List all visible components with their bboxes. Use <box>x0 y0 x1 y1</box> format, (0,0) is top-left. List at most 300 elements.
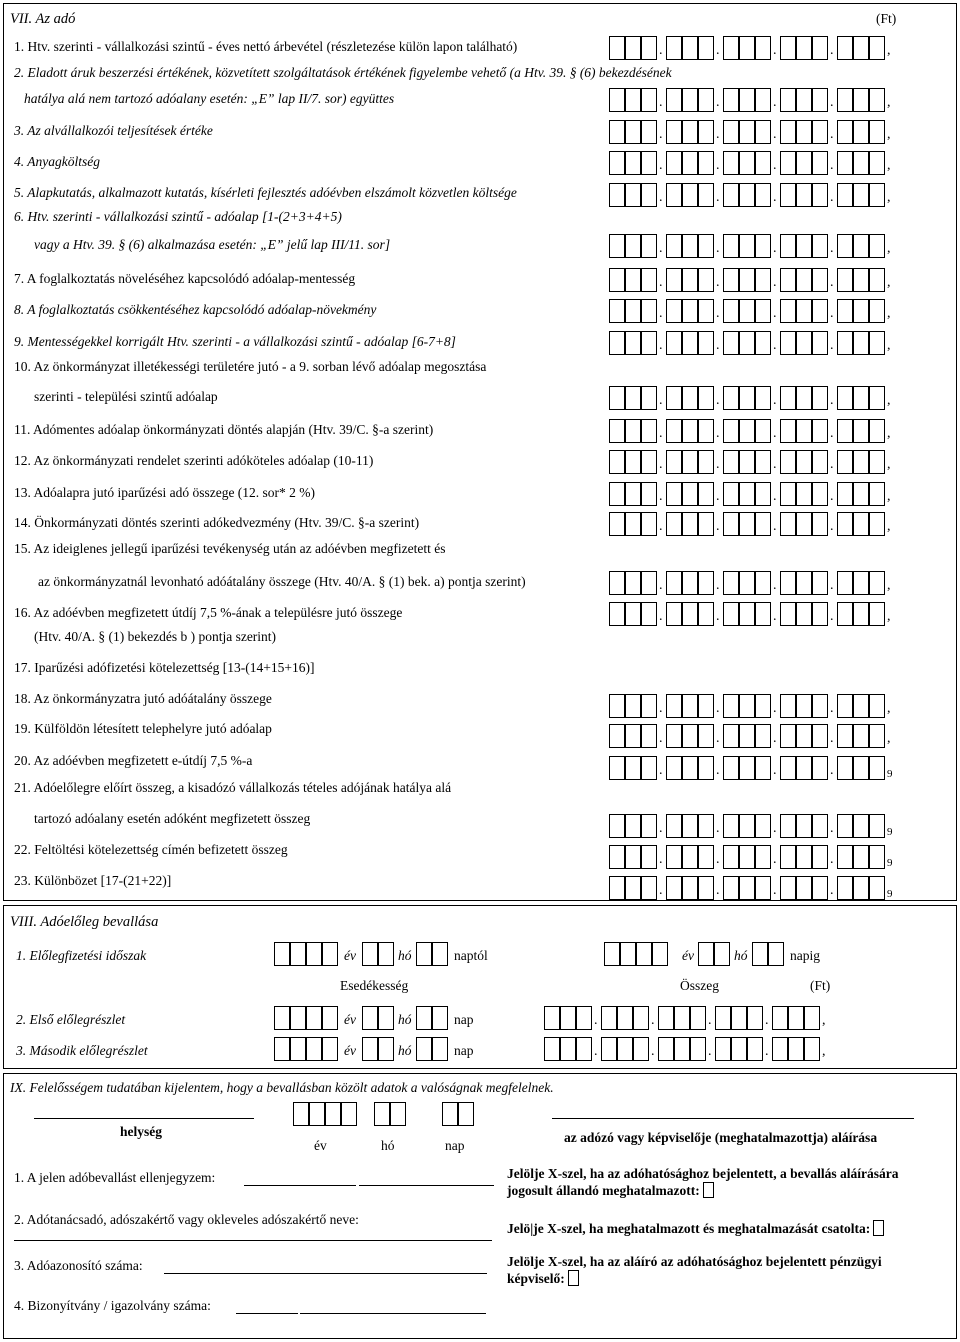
digit-cell[interactable] <box>698 602 714 626</box>
digit-cell[interactable] <box>780 234 796 258</box>
second-installment-amount[interactable] <box>544 1037 844 1063</box>
digit-cell[interactable] <box>755 268 771 292</box>
digit-cell[interactable] <box>666 183 682 207</box>
digit-cell[interactable] <box>609 694 625 718</box>
digit-cell[interactable] <box>625 814 641 838</box>
digit-cell[interactable] <box>869 482 885 506</box>
digit-cell[interactable] <box>812 120 828 144</box>
digit-cell[interactable] <box>341 1102 357 1126</box>
digit-cell[interactable] <box>780 268 796 292</box>
digit-cell[interactable] <box>715 1006 731 1030</box>
digit-cell[interactable] <box>739 120 755 144</box>
digit-cell[interactable] <box>812 88 828 112</box>
digit-cell[interactable] <box>698 36 714 60</box>
digit-cell[interactable] <box>853 386 869 410</box>
digit-cell[interactable] <box>780 151 796 175</box>
digit-cell[interactable] <box>853 234 869 258</box>
digit-cell[interactable] <box>755 512 771 536</box>
digit-cell[interactable] <box>641 694 657 718</box>
digit-cell[interactable] <box>698 183 714 207</box>
digit-cell[interactable] <box>788 1037 804 1061</box>
digit-cell[interactable] <box>837 331 853 355</box>
digit-cell[interactable] <box>576 1006 592 1030</box>
digit-cell[interactable] <box>796 756 812 780</box>
digit-cell[interactable] <box>796 876 812 900</box>
digit-cell[interactable] <box>796 268 812 292</box>
digit-cell[interactable] <box>739 571 755 595</box>
digit-cell[interactable] <box>869 419 885 443</box>
tax-row-2-amount[interactable] <box>609 88 909 114</box>
digit-cell[interactable] <box>458 1102 474 1126</box>
digit-cell[interactable] <box>796 151 812 175</box>
digit-cell[interactable] <box>853 756 869 780</box>
digit-cell[interactable] <box>625 331 641 355</box>
digit-cell[interactable] <box>796 183 812 207</box>
digit-cell[interactable] <box>853 845 869 869</box>
digit-cell[interactable] <box>869 450 885 474</box>
digit-cell[interactable] <box>755 36 771 60</box>
digit-cell[interactable] <box>869 120 885 144</box>
digit-cell[interactable] <box>812 512 828 536</box>
tax-id-line[interactable] <box>164 1273 487 1274</box>
digit-cell[interactable] <box>641 482 657 506</box>
digit-cell[interactable] <box>780 120 796 144</box>
digit-cell[interactable] <box>432 942 448 966</box>
digit-cell[interactable] <box>853 694 869 718</box>
digit-cell[interactable] <box>837 602 853 626</box>
digit-cell[interactable] <box>723 482 739 506</box>
digit-cell[interactable] <box>666 88 682 112</box>
digit-cell[interactable] <box>755 756 771 780</box>
digit-cell[interactable] <box>625 299 641 323</box>
digit-cell[interactable] <box>869 756 885 780</box>
digit-cell[interactable] <box>609 814 625 838</box>
digit-cell[interactable] <box>378 1037 394 1061</box>
digit-cell[interactable] <box>739 234 755 258</box>
digit-cell[interactable] <box>698 845 714 869</box>
certificate-line-2[interactable] <box>300 1313 486 1314</box>
digit-cell[interactable] <box>837 512 853 536</box>
digit-cell[interactable] <box>796 419 812 443</box>
digit-cell[interactable] <box>362 942 378 966</box>
digit-cell[interactable] <box>812 151 828 175</box>
digit-cell[interactable] <box>666 876 682 900</box>
digit-cell[interactable] <box>682 571 698 595</box>
digit-cell[interactable] <box>796 814 812 838</box>
digit-cell[interactable] <box>869 571 885 595</box>
digit-cell[interactable] <box>780 183 796 207</box>
digit-cell[interactable] <box>432 1037 448 1061</box>
digit-cell[interactable] <box>755 450 771 474</box>
digit-cell[interactable] <box>837 694 853 718</box>
tax-row-10-amount[interactable] <box>609 386 909 412</box>
digit-cell[interactable] <box>698 151 714 175</box>
digit-cell[interactable] <box>869 299 885 323</box>
certificate-line-1[interactable] <box>236 1313 298 1314</box>
digit-cell[interactable] <box>780 694 796 718</box>
digit-cell[interactable] <box>739 450 755 474</box>
digit-cell[interactable] <box>625 694 641 718</box>
digit-cell[interactable] <box>853 602 869 626</box>
digit-cell[interactable] <box>625 571 641 595</box>
digit-cell[interactable] <box>682 299 698 323</box>
digit-cell[interactable] <box>290 1006 306 1030</box>
digit-cell[interactable] <box>625 724 641 748</box>
digit-cell[interactable] <box>780 876 796 900</box>
tax-row-1-amount[interactable] <box>609 36 909 62</box>
digit-cell[interactable] <box>796 234 812 258</box>
digit-cell[interactable] <box>853 512 869 536</box>
tax-row-3-amount[interactable] <box>609 120 909 146</box>
digit-cell[interactable] <box>869 512 885 536</box>
digit-cell[interactable] <box>731 1037 747 1061</box>
digit-cell[interactable] <box>723 88 739 112</box>
digit-cell[interactable] <box>609 120 625 144</box>
digit-cell[interactable] <box>869 183 885 207</box>
digit-cell[interactable] <box>625 602 641 626</box>
digit-cell[interactable] <box>641 845 657 869</box>
checkbox-permanent-representative[interactable] <box>703 1182 714 1198</box>
digit-cell[interactable] <box>837 482 853 506</box>
digit-cell[interactable] <box>755 299 771 323</box>
digit-cell[interactable] <box>812 694 828 718</box>
tax-row-16-amount[interactable] <box>609 602 909 628</box>
digit-cell[interactable] <box>812 386 828 410</box>
digit-cell[interactable] <box>837 299 853 323</box>
digit-cell[interactable] <box>682 268 698 292</box>
digit-cell[interactable] <box>780 756 796 780</box>
digit-cell[interactable] <box>641 151 657 175</box>
checkbox-authorization-attached[interactable] <box>873 1220 884 1236</box>
digit-cell[interactable] <box>641 299 657 323</box>
digit-cell[interactable] <box>739 814 755 838</box>
digit-cell[interactable] <box>747 1037 763 1061</box>
digit-cell[interactable] <box>698 120 714 144</box>
digit-cell[interactable] <box>780 571 796 595</box>
digit-cell[interactable] <box>723 876 739 900</box>
digit-cell[interactable] <box>853 183 869 207</box>
digit-cell[interactable] <box>666 151 682 175</box>
digit-cell[interactable] <box>869 268 885 292</box>
digit-cell[interactable] <box>609 450 625 474</box>
digit-cell[interactable] <box>698 386 714 410</box>
digit-cell[interactable] <box>698 419 714 443</box>
digit-cell[interactable] <box>812 183 828 207</box>
digit-cell[interactable] <box>723 419 739 443</box>
digit-cell[interactable] <box>812 756 828 780</box>
digit-cell[interactable] <box>723 724 739 748</box>
digit-cell[interactable] <box>682 756 698 780</box>
digit-cell[interactable] <box>837 419 853 443</box>
digit-cell[interactable] <box>853 450 869 474</box>
digit-cell[interactable] <box>698 268 714 292</box>
digit-cell[interactable] <box>755 814 771 838</box>
digit-cell[interactable] <box>617 1006 633 1030</box>
digit-cell[interactable] <box>812 450 828 474</box>
digit-cell[interactable] <box>609 756 625 780</box>
digit-cell[interactable] <box>772 1006 788 1030</box>
digit-cell[interactable] <box>853 88 869 112</box>
digit-cell[interactable] <box>869 814 885 838</box>
digit-cell[interactable] <box>853 36 869 60</box>
digit-cell[interactable] <box>723 386 739 410</box>
advisor-name-line[interactable] <box>14 1240 492 1241</box>
tax-row-8-amount[interactable] <box>609 299 909 325</box>
digit-cell[interactable] <box>755 88 771 112</box>
digit-cell[interactable] <box>739 331 755 355</box>
digit-cell[interactable] <box>641 331 657 355</box>
digit-cell[interactable] <box>853 299 869 323</box>
digit-cell[interactable] <box>755 183 771 207</box>
digit-cell[interactable] <box>723 512 739 536</box>
digit-cell[interactable] <box>853 876 869 900</box>
tax-row-21-amount[interactable] <box>609 814 909 840</box>
digit-cell[interactable] <box>682 694 698 718</box>
tax-row-22-amount[interactable] <box>609 845 909 871</box>
tax-row-6-amount[interactable] <box>609 234 909 260</box>
digit-cell[interactable] <box>853 571 869 595</box>
digit-cell[interactable] <box>837 845 853 869</box>
digit-cell[interactable] <box>682 183 698 207</box>
digit-cell[interactable] <box>625 756 641 780</box>
digit-cell[interactable] <box>723 299 739 323</box>
digit-cell[interactable] <box>636 942 652 966</box>
digit-cell[interactable] <box>853 331 869 355</box>
digit-cell[interactable] <box>755 386 771 410</box>
digit-cell[interactable] <box>739 36 755 60</box>
digit-cell[interactable] <box>322 1006 338 1030</box>
digit-cell[interactable] <box>796 450 812 474</box>
digit-cell[interactable] <box>796 88 812 112</box>
digit-cell[interactable] <box>698 234 714 258</box>
digit-cell[interactable] <box>755 571 771 595</box>
digit-cell[interactable] <box>641 386 657 410</box>
digit-cell[interactable] <box>837 386 853 410</box>
digit-cell[interactable] <box>322 942 338 966</box>
digit-cell[interactable] <box>739 183 755 207</box>
digit-cell[interactable] <box>812 724 828 748</box>
digit-cell[interactable] <box>274 1006 290 1030</box>
digit-cell[interactable] <box>641 183 657 207</box>
tax-row-7-amount[interactable] <box>609 268 909 294</box>
digit-cell[interactable] <box>378 1006 394 1030</box>
digit-cell[interactable] <box>682 450 698 474</box>
digit-cell[interactable] <box>641 571 657 595</box>
digit-cell[interactable] <box>641 234 657 258</box>
digit-cell[interactable] <box>698 512 714 536</box>
digit-cell[interactable] <box>674 1006 690 1030</box>
digit-cell[interactable] <box>837 151 853 175</box>
digit-cell[interactable] <box>698 876 714 900</box>
digit-cell[interactable] <box>837 450 853 474</box>
digit-cell[interactable] <box>869 845 885 869</box>
digit-cell[interactable] <box>788 1006 804 1030</box>
digit-cell[interactable] <box>666 694 682 718</box>
digit-cell[interactable] <box>796 724 812 748</box>
digit-cell[interactable] <box>625 120 641 144</box>
digit-cell[interactable] <box>609 36 625 60</box>
digit-cell[interactable] <box>780 482 796 506</box>
digit-cell[interactable] <box>641 450 657 474</box>
digit-cell[interactable] <box>682 814 698 838</box>
digit-cell[interactable] <box>812 299 828 323</box>
digit-cell[interactable] <box>812 814 828 838</box>
digit-cell[interactable] <box>780 299 796 323</box>
digit-cell[interactable] <box>378 942 394 966</box>
digit-cell[interactable] <box>723 845 739 869</box>
digit-cell[interactable] <box>609 151 625 175</box>
digit-cell[interactable] <box>698 482 714 506</box>
digit-cell[interactable] <box>837 571 853 595</box>
digit-cell[interactable] <box>666 450 682 474</box>
digit-cell[interactable] <box>674 1037 690 1061</box>
digit-cell[interactable] <box>869 331 885 355</box>
digit-cell[interactable] <box>609 482 625 506</box>
digit-cell[interactable] <box>293 1102 309 1126</box>
tax-row-12-amount[interactable] <box>609 450 909 476</box>
digit-cell[interactable] <box>690 1037 706 1061</box>
digit-cell[interactable] <box>755 602 771 626</box>
digit-cell[interactable] <box>617 1037 633 1061</box>
digit-cell[interactable] <box>723 234 739 258</box>
digit-cell[interactable] <box>723 36 739 60</box>
digit-cell[interactable] <box>869 36 885 60</box>
digit-cell[interactable] <box>609 234 625 258</box>
first-installment-amount[interactable] <box>544 1006 844 1032</box>
digit-cell[interactable] <box>739 602 755 626</box>
digit-cell[interactable] <box>837 814 853 838</box>
digit-cell[interactable] <box>723 814 739 838</box>
digit-cell[interactable] <box>641 36 657 60</box>
digit-cell[interactable] <box>625 876 641 900</box>
digit-cell[interactable] <box>666 512 682 536</box>
digit-cell[interactable] <box>780 386 796 410</box>
digit-cell[interactable] <box>625 845 641 869</box>
digit-cell[interactable] <box>666 814 682 838</box>
digit-cell[interactable] <box>416 942 432 966</box>
digit-cell[interactable] <box>837 756 853 780</box>
digit-cell[interactable] <box>609 268 625 292</box>
digit-cell[interactable] <box>739 482 755 506</box>
checkbox-financial-representative[interactable] <box>568 1270 579 1286</box>
digit-cell[interactable] <box>780 814 796 838</box>
digit-cell[interactable] <box>869 151 885 175</box>
digit-cell[interactable] <box>362 1006 378 1030</box>
digit-cell[interactable] <box>812 876 828 900</box>
digit-cell[interactable] <box>625 268 641 292</box>
digit-cell[interactable] <box>609 419 625 443</box>
digit-cell[interactable] <box>682 724 698 748</box>
digit-cell[interactable] <box>837 234 853 258</box>
digit-cell[interactable] <box>755 120 771 144</box>
digit-cell[interactable] <box>796 571 812 595</box>
digit-cell[interactable] <box>682 386 698 410</box>
tax-row-18-amount[interactable] <box>609 694 909 720</box>
digit-cell[interactable] <box>666 120 682 144</box>
digit-cell[interactable] <box>723 756 739 780</box>
digit-cell[interactable] <box>796 694 812 718</box>
digit-cell[interactable] <box>633 1006 649 1030</box>
digit-cell[interactable] <box>609 876 625 900</box>
digit-cell[interactable] <box>812 845 828 869</box>
tax-row-4-amount[interactable] <box>609 151 909 177</box>
digit-cell[interactable] <box>698 694 714 718</box>
digit-cell[interactable] <box>641 756 657 780</box>
tax-row-19-amount[interactable] <box>609 724 909 750</box>
digit-cell[interactable] <box>641 268 657 292</box>
digit-cell[interactable] <box>609 724 625 748</box>
digit-cell[interactable] <box>869 386 885 410</box>
digit-cell[interactable] <box>812 602 828 626</box>
digit-cell[interactable] <box>682 419 698 443</box>
tax-row-14-amount[interactable] <box>609 512 909 538</box>
digit-cell[interactable] <box>666 386 682 410</box>
digit-cell[interactable] <box>780 419 796 443</box>
digit-cell[interactable] <box>739 876 755 900</box>
digit-cell[interactable] <box>625 151 641 175</box>
digit-cell[interactable] <box>666 756 682 780</box>
digit-cell[interactable] <box>755 694 771 718</box>
digit-cell[interactable] <box>812 331 828 355</box>
digit-cell[interactable] <box>620 942 636 966</box>
digit-cell[interactable] <box>641 602 657 626</box>
digit-cell[interactable] <box>869 602 885 626</box>
digit-cell[interactable] <box>812 36 828 60</box>
digit-cell[interactable] <box>723 694 739 718</box>
digit-cell[interactable] <box>576 1037 592 1061</box>
digit-cell[interactable] <box>796 602 812 626</box>
digit-cell[interactable] <box>853 814 869 838</box>
digit-cell[interactable] <box>666 36 682 60</box>
digit-cell[interactable] <box>747 1006 763 1030</box>
digit-cell[interactable] <box>796 512 812 536</box>
digit-cell[interactable] <box>609 571 625 595</box>
digit-cell[interactable] <box>837 183 853 207</box>
digit-cell[interactable] <box>609 299 625 323</box>
digit-cell[interactable] <box>306 1037 322 1061</box>
digit-cell[interactable] <box>682 234 698 258</box>
digit-cell[interactable] <box>796 386 812 410</box>
digit-cell[interactable] <box>666 299 682 323</box>
digit-cell[interactable] <box>780 331 796 355</box>
digit-cell[interactable] <box>641 814 657 838</box>
digit-cell[interactable] <box>739 694 755 718</box>
digit-cell[interactable] <box>796 299 812 323</box>
digit-cell[interactable] <box>755 151 771 175</box>
digit-cell[interactable] <box>309 1102 325 1126</box>
digit-cell[interactable] <box>837 120 853 144</box>
digit-cell[interactable] <box>690 1006 706 1030</box>
tax-row-15-amount[interactable] <box>609 571 909 597</box>
digit-cell[interactable] <box>625 450 641 474</box>
digit-cell[interactable] <box>796 482 812 506</box>
digit-cell[interactable] <box>723 183 739 207</box>
digit-cell[interactable] <box>804 1006 820 1030</box>
digit-cell[interactable] <box>666 331 682 355</box>
digit-cell[interactable] <box>739 299 755 323</box>
digit-cell[interactable] <box>837 88 853 112</box>
digit-cell[interactable] <box>853 120 869 144</box>
digit-cell[interactable] <box>682 331 698 355</box>
digit-cell[interactable] <box>715 1037 731 1061</box>
digit-cell[interactable] <box>869 234 885 258</box>
digit-cell[interactable] <box>625 386 641 410</box>
digit-cell[interactable] <box>739 512 755 536</box>
digit-cell[interactable] <box>544 1037 560 1061</box>
digit-cell[interactable] <box>609 331 625 355</box>
digit-cell[interactable] <box>682 845 698 869</box>
digit-cell[interactable] <box>796 120 812 144</box>
